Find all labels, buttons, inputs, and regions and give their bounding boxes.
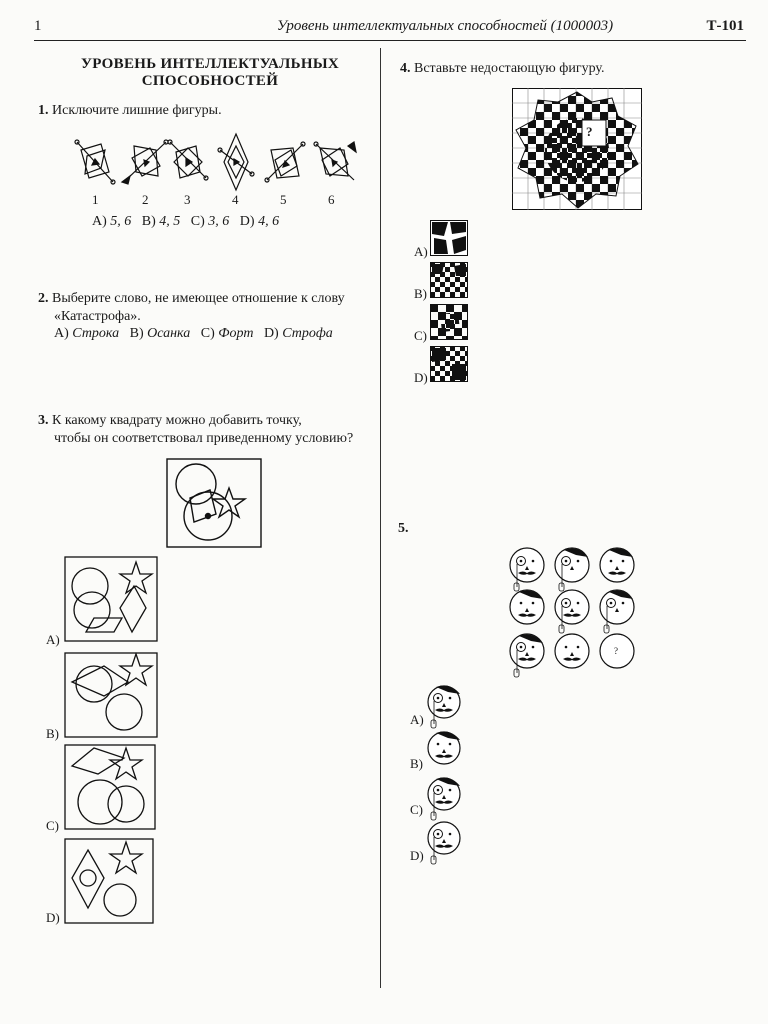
section-title-line2: СПОСОБНОСТЕЙ	[141, 73, 279, 89]
q5-face-r1c1	[510, 548, 544, 591]
column-divider	[380, 48, 381, 988]
question-5	[398, 520, 409, 538]
q2-option-d-value: Строфа	[282, 326, 333, 341]
q1-option-c-letter: C)	[190, 214, 209, 229]
q1-option-a-value: 5, 6	[110, 214, 132, 229]
question-3-number: 3.	[38, 413, 49, 428]
q1-fig-number-3: 3	[184, 192, 191, 207]
q5-face-r2c2	[555, 590, 589, 633]
q1-figure-1	[75, 140, 115, 184]
q5-face-r3c1	[510, 634, 544, 677]
running-title: Уровень интеллектуальных способностей (1000003)	[276, 18, 614, 34]
q2-option-d[interactable]	[264, 326, 333, 341]
q1-option-a[interactable]	[92, 214, 131, 229]
q5-faces-grid	[505, 545, 640, 675]
q2-option-b-letter: B)	[129, 326, 148, 341]
question-3	[38, 412, 353, 448]
q2-option-b[interactable]	[130, 326, 191, 341]
q4-option-c-figure[interactable]	[430, 304, 468, 340]
q1-option-b[interactable]	[142, 214, 181, 229]
question-4-number: 4.	[400, 61, 411, 76]
q5-face-r2c3	[600, 590, 634, 633]
q1-fig-number-2: 2	[142, 192, 149, 207]
q2-option-a-value: Строка	[72, 326, 120, 341]
q1-option-c-value: 3, 6	[208, 214, 230, 229]
q1-option-d-letter: D)	[239, 214, 259, 229]
q4-option-c-label[interactable]: C)	[414, 328, 427, 343]
header-rule	[34, 40, 746, 41]
question-1	[38, 102, 222, 120]
question-1-number: 1.	[38, 103, 49, 118]
q5-option-c-face[interactable]	[428, 778, 460, 820]
q1-option-b-letter: B)	[141, 214, 160, 229]
q5-face-r3c2	[555, 634, 589, 668]
q3-option-a-label[interactable]: A)	[46, 632, 60, 647]
question-4	[400, 60, 604, 78]
section-title-line1: УРОВЕНЬ ИНТЕЛЛЕКТУАЛЬНЫХ	[81, 56, 339, 72]
q4-option-a-figure[interactable]	[430, 220, 468, 256]
q3-option-d-label[interactable]: D)	[46, 910, 60, 925]
test-code: Т-101	[706, 18, 744, 34]
q5-option-b-face[interactable]	[428, 732, 460, 764]
q1-figure-6	[314, 142, 356, 180]
q5-option-b-label[interactable]: B)	[410, 756, 423, 771]
q1-fig-number-5: 5	[280, 192, 287, 207]
q2-option-c-letter: C)	[200, 326, 219, 341]
q1-figures	[70, 132, 360, 202]
q1-figure-5	[265, 142, 305, 182]
q1-option-d-value: 4, 6	[258, 214, 280, 229]
q3-option-b-label[interactable]: B)	[46, 726, 59, 741]
q5-option-faces	[420, 682, 466, 862]
q2-option-c-value: Форт	[218, 326, 254, 341]
section-title	[50, 56, 370, 90]
question-1-text: Исключите лишние фигуры.	[52, 103, 222, 118]
q2-option-b-value: Осанка	[147, 326, 191, 341]
q1-figure-4	[218, 134, 254, 190]
q5-face-r1c2	[555, 548, 589, 591]
q1-options	[92, 214, 279, 230]
q2-option-a-letter: A)	[54, 326, 73, 341]
q1-option-b-value: 4, 5	[159, 214, 181, 229]
q5-option-d-face[interactable]	[428, 822, 460, 864]
q4-missing-mark: ?	[586, 124, 593, 139]
question-3-text-line1: К какому квадрату можно добавить точку,	[52, 413, 302, 428]
q4-option-a-label[interactable]: A)	[414, 244, 428, 259]
q1-fig-number-4: 4	[232, 192, 239, 207]
question-2	[38, 290, 345, 326]
question-2-text-line1: Выберите слово, не имеющее отношение к слову	[52, 291, 345, 306]
q5-face-r1c3	[600, 548, 634, 582]
q2-options	[54, 326, 333, 342]
page-number: 1	[34, 18, 42, 34]
q5-missing-mark: ?	[614, 646, 618, 656]
q4-option-b-label[interactable]: B)	[414, 286, 427, 301]
q1-fig-number-1: 1	[92, 192, 99, 207]
q5-face-r2c1	[510, 590, 544, 624]
question-2-text-line2: «Катастрофа».	[54, 309, 141, 324]
question-2-number: 2.	[38, 291, 49, 306]
q3-option-c-label[interactable]: C)	[46, 818, 59, 833]
q2-option-a[interactable]	[54, 326, 119, 341]
q5-option-a-face[interactable]	[428, 686, 460, 728]
q3-option-b-figure[interactable]	[64, 652, 158, 738]
question-4-text: Вставьте недостающую фигуру.	[414, 61, 605, 76]
q2-option-c[interactable]	[201, 326, 254, 341]
q4-pattern-grid	[512, 88, 642, 210]
q1-fig-number-6: 6	[328, 192, 335, 207]
question-3-text-line2: чтобы он соответствовал приведенному условию?	[54, 431, 354, 446]
q5-option-d-label[interactable]: D)	[410, 848, 424, 863]
question-5-number: 5.	[398, 521, 409, 536]
q1-option-d[interactable]	[240, 214, 279, 229]
q1-option-c[interactable]	[191, 214, 230, 229]
q3-reference-square	[166, 458, 262, 548]
q1-figure-2	[122, 140, 168, 184]
q1-figure-3	[168, 140, 208, 180]
q2-option-d-letter: D)	[263, 326, 283, 341]
q1-option-a-letter: A)	[92, 214, 111, 229]
q5-option-c-label[interactable]: C)	[410, 802, 423, 817]
q4-option-b-figure[interactable]	[430, 262, 468, 298]
q4-option-d-label[interactable]: D)	[414, 370, 428, 385]
q5-option-a-label[interactable]: A)	[410, 712, 424, 727]
q3-option-a-figure[interactable]	[64, 556, 158, 642]
q4-option-d-figure[interactable]	[430, 346, 468, 382]
q3-option-c-figure[interactable]	[64, 744, 156, 830]
q3-option-d-figure[interactable]	[64, 838, 154, 924]
